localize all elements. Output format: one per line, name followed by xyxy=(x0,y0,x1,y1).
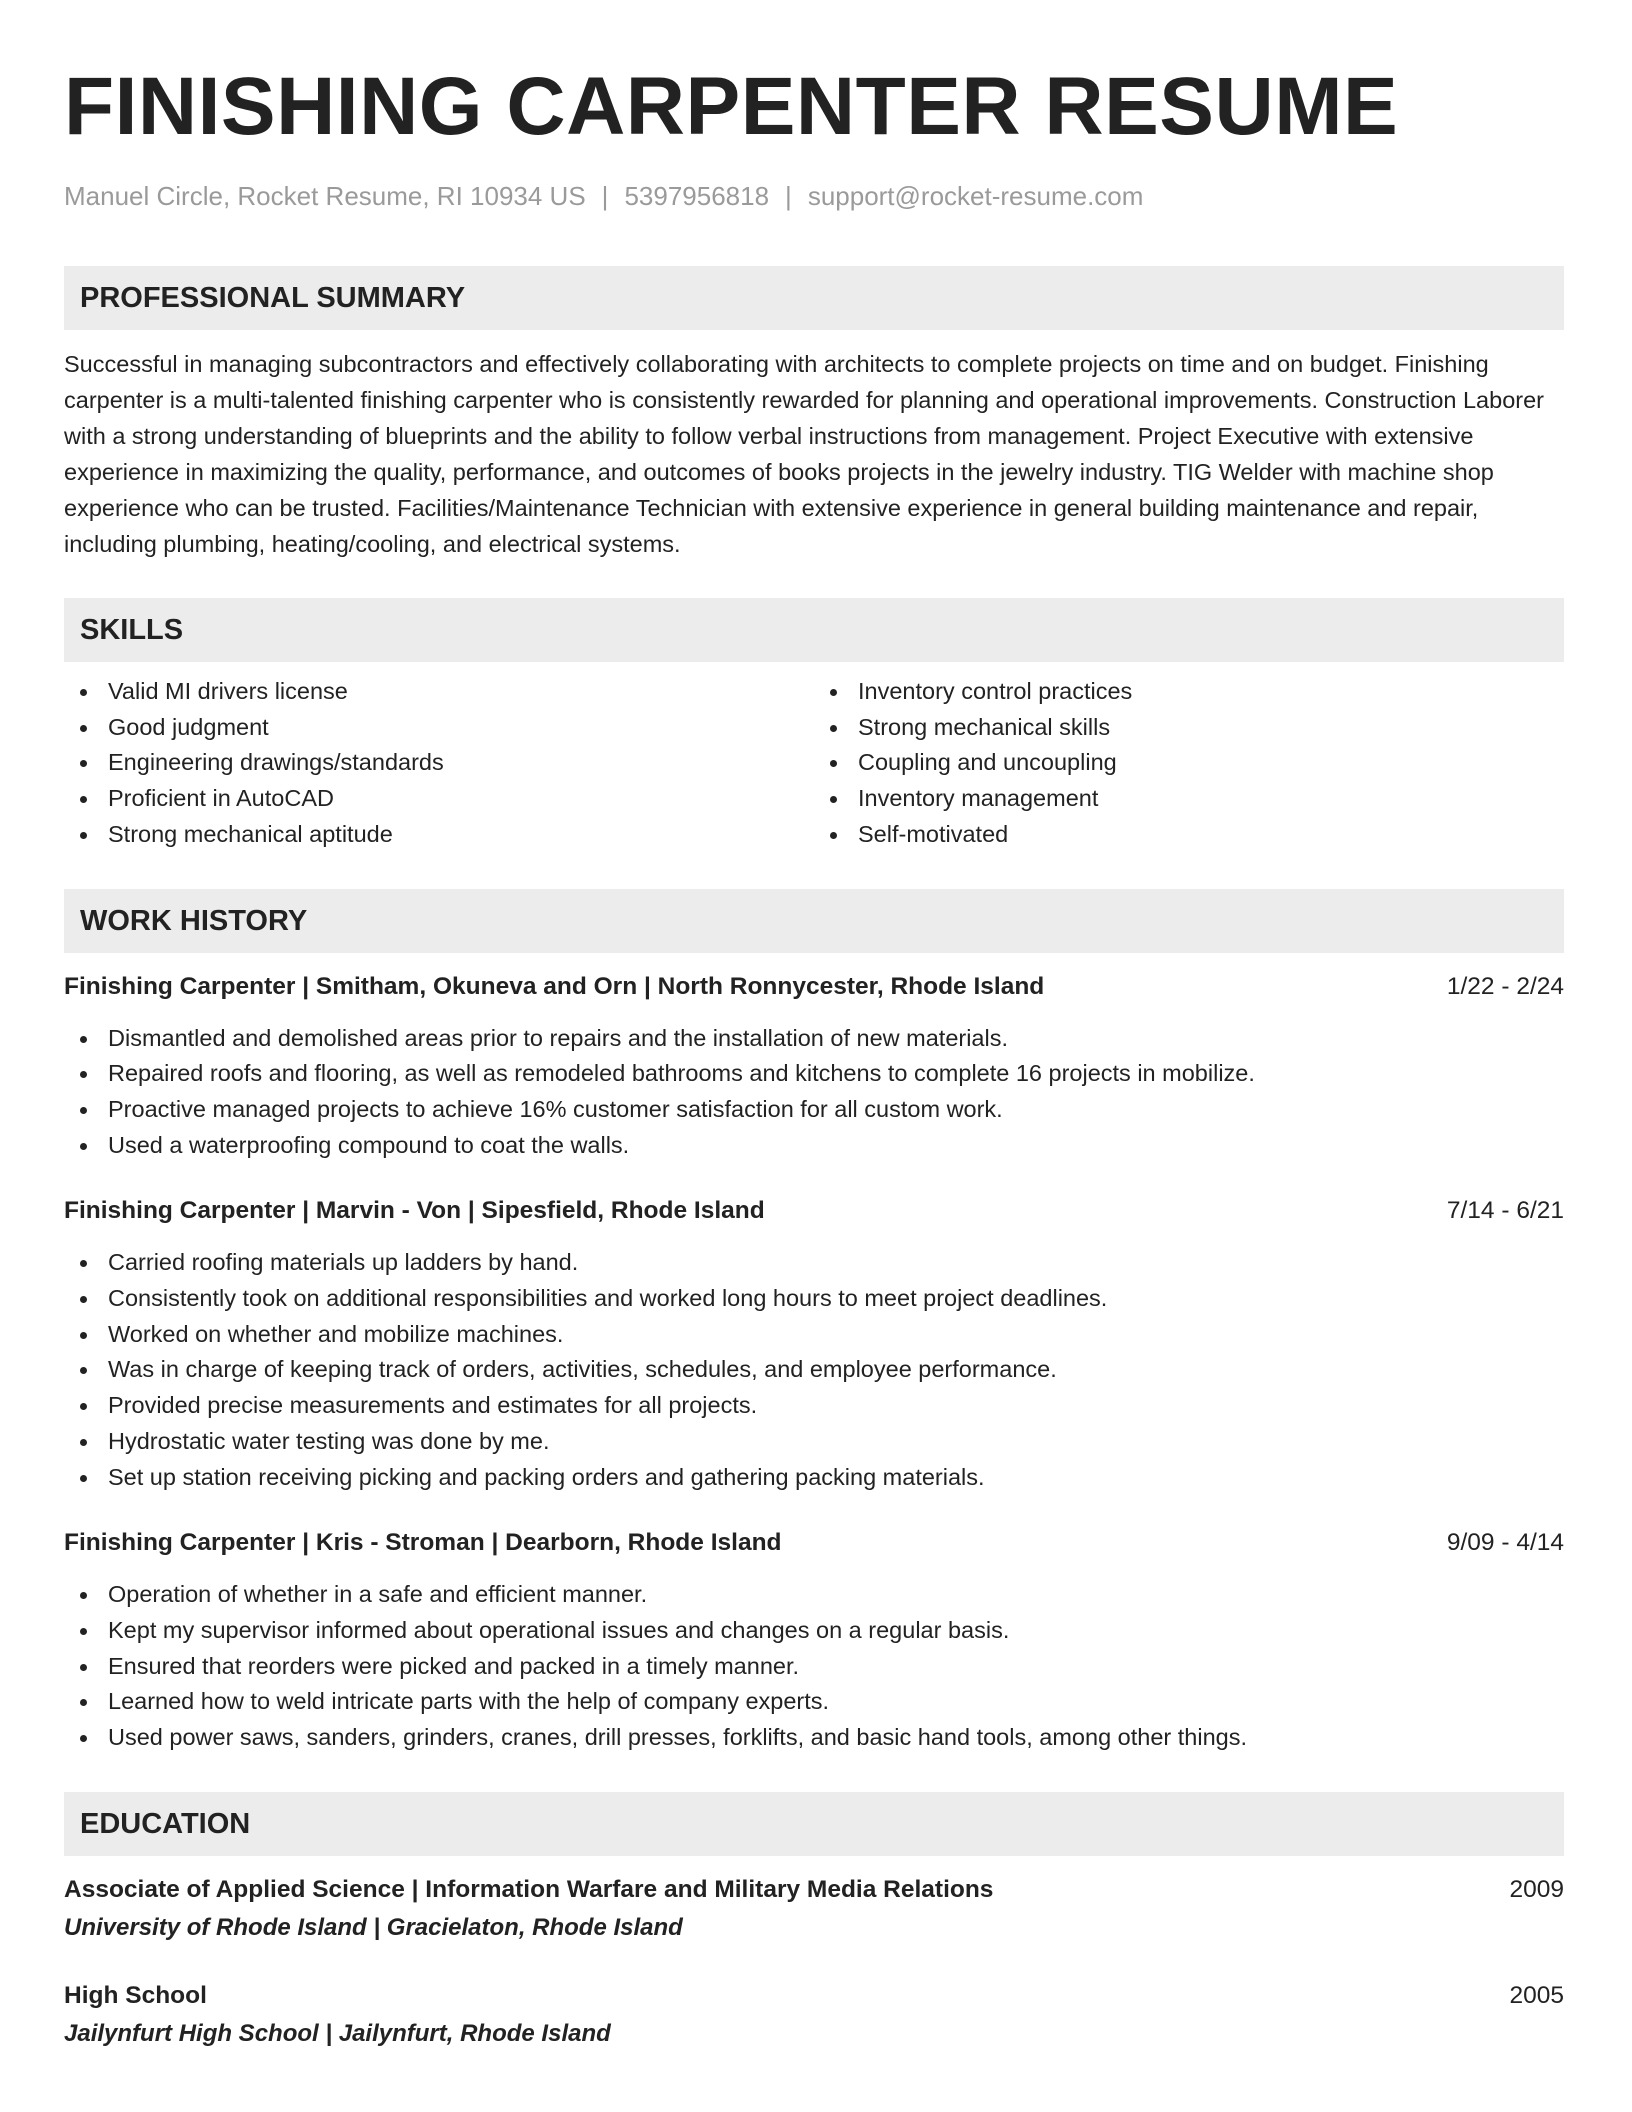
job-entry xyxy=(64,1193,1564,1495)
job-dates: 9/09 - 4/14 xyxy=(1446,1529,1564,1557)
contact-line xyxy=(64,178,1564,214)
job-title: Finishing Carpenter | Smitham, Okuneva and Orn | North Ronnycester, Rhode Island xyxy=(64,972,1045,1000)
skills-column-right xyxy=(814,674,1564,853)
job-heading-row xyxy=(64,1525,1564,1561)
education-degree: Associate of Applied Science | Information Warfare and Military Media Relations xyxy=(64,1875,994,1903)
education-school: University of Rhode Island | Gracielaton, Rhode Island xyxy=(64,1913,683,1941)
skill-item: Proficient in AutoCAD xyxy=(64,781,814,817)
summary-text: Successful in managing subcontractors and effectively collaborating with architects to complete projects on time and on budget. Finishing carpenter is a multi-talented finishing carpenter who is consistently rewarded for planning and operational improvements. Construction Laborer with a strong understanding of blueprints and the ability to follow verbal instructions from management. Project Executive with extensive experience in maximizing the quality, performance, and outcomes of books projects in the jewelry industry. TIG Welder with machine shop experience who can be trusted. Facilities/Maintenance Technician with extensive experience in general building maintenance and repair, including plumbing, heating/cooling, and electrical systems. xyxy=(64,351,1544,557)
job-dates: 1/22 - 2/24 xyxy=(1446,972,1564,1000)
job-bullet: Hydrostatic water testing was done by me. xyxy=(64,1424,1564,1460)
section-header-work-history: WORK HISTORY xyxy=(64,889,1564,953)
skill-item: Valid MI drivers license xyxy=(64,674,814,710)
section-header-skills: SKILLS xyxy=(64,598,1564,662)
skill-item: Inventory control practices xyxy=(814,674,1564,710)
job-bullets xyxy=(64,1021,1564,1164)
education-entry xyxy=(64,1978,1564,2054)
contact-address: Manuel Circle, Rocket Resume, RI 10934 US xyxy=(64,181,586,211)
job-entry xyxy=(64,1525,1564,1756)
section-header-education: EDUCATION xyxy=(64,1792,1564,1856)
job-bullet: Proactive managed projects to achieve 16% customer satisfaction for all custom work. xyxy=(64,1092,1564,1128)
job-bullet: Used a waterproofing compound to coat the walls. xyxy=(64,1128,1564,1164)
skill-item: Engineering drawings/standards xyxy=(64,745,814,781)
job-heading-row xyxy=(64,969,1564,1005)
job-bullet: Repaired roofs and flooring, as well as remodeled bathrooms and kitchens to complete 16 projects in mobilize. xyxy=(64,1056,1564,1092)
contact-separator: | xyxy=(601,181,609,211)
job-bullet: Was in charge of keeping track of orders, activities, schedules, and employee performance. xyxy=(64,1352,1564,1388)
job-bullet: Consistently took on additional responsibilities and worked long hours to meet project deadlines. xyxy=(64,1281,1564,1317)
job-bullet: Ensured that reorders were picked and packed in a timely manner. xyxy=(64,1649,1564,1685)
job-bullet: Dismantled and demolished areas prior to repairs and the installation of new materials. xyxy=(64,1021,1564,1057)
job-bullet: Used power saws, sanders, grinders, cranes, drill presses, forklifts, and basic hand tools, among other things. xyxy=(64,1720,1564,1756)
section-header-summary: PROFESSIONAL SUMMARY xyxy=(64,266,1564,330)
education-degree: High School xyxy=(64,1981,207,2009)
skill-item: Inventory management xyxy=(814,781,1564,817)
job-dates: 7/14 - 6/21 xyxy=(1446,1197,1564,1225)
education-year: 2005 xyxy=(1509,1981,1564,2009)
job-bullet: Operation of whether in a safe and efficient manner. xyxy=(64,1577,1564,1613)
job-bullet: Provided precise measurements and estimates for all projects. xyxy=(64,1388,1564,1424)
education-heading-row xyxy=(64,1978,1564,2014)
education-heading-row xyxy=(64,1872,1564,1908)
job-title: Finishing Carpenter | Marvin - Von | Sipesfield, Rhode Island xyxy=(64,1197,765,1225)
job-bullet: Carried roofing materials up ladders by hand. xyxy=(64,1245,1564,1281)
job-bullets xyxy=(64,1245,1564,1495)
job-bullet: Learned how to weld intricate parts with the help of company experts. xyxy=(64,1684,1564,1720)
skills-list xyxy=(64,674,1564,853)
skill-item: Good judgment xyxy=(64,710,814,746)
resume-title: FINISHING CARPENTER RESUME xyxy=(64,61,1399,152)
education-school: Jailynfurt High School | Jailynfurt, Rhode Island xyxy=(64,2019,611,2047)
skill-item: Coupling and uncoupling xyxy=(814,745,1564,781)
job-entry xyxy=(64,969,1564,1164)
job-title: Finishing Carpenter | Kris - Stroman | Dearborn, Rhode Island xyxy=(64,1529,782,1557)
job-bullet: Kept my supervisor informed about operational issues and changes on a regular basis. xyxy=(64,1613,1564,1649)
job-bullet: Set up station receiving picking and packing orders and gathering packing materials. xyxy=(64,1460,1564,1496)
education-entry xyxy=(64,1872,1564,1948)
skills-column-left xyxy=(64,674,814,853)
education-year: 2009 xyxy=(1509,1875,1564,1903)
skill-item: Strong mechanical aptitude xyxy=(64,817,814,853)
skill-item: Self-motivated xyxy=(814,817,1564,853)
contact-email: support@rocket-resume.com xyxy=(807,181,1144,211)
job-bullets xyxy=(64,1577,1564,1756)
job-bullet: Worked on whether and mobilize machines. xyxy=(64,1317,1564,1353)
skill-item: Strong mechanical skills xyxy=(814,710,1564,746)
contact-phone: 5397956818 xyxy=(624,181,770,211)
job-heading-row xyxy=(64,1193,1564,1229)
contact-separator: | xyxy=(785,181,792,211)
